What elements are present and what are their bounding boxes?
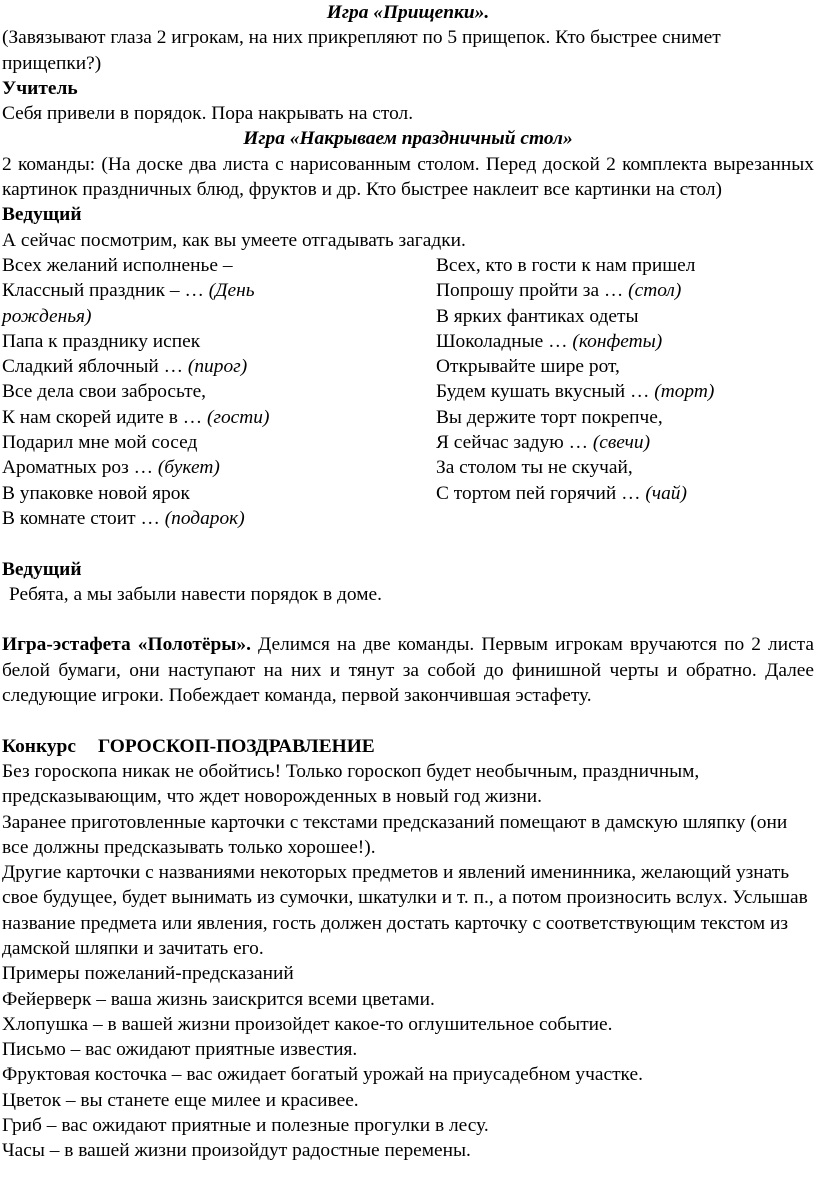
game2-title: Игра «Накрываем праздничный стол» [243, 128, 573, 150]
riddle-line: рожденья) [2, 305, 92, 327]
relay-paragraph [2, 632, 814, 708]
riddle-line: Шоколадные … (конфеты) [436, 330, 663, 352]
prediction-line: Фруктовая косточка – вас ожидает богатый урожай на приусадебном участке. [2, 1064, 643, 1086]
contest-paragraph: Заранее приготовленные карточки с текстами предсказаний помещают в дамскую шляпку (они все должны предсказывать только хорошее!). [2, 811, 788, 858]
teacher-line: Себя привели в порядок. Пора накрывать на стол. [2, 103, 414, 125]
riddle-line: В упаковке новой ярок [2, 482, 190, 504]
riddle-line: Классный праздник – … (День [2, 280, 255, 302]
riddle-line: В ярких фантиках одеты [436, 305, 639, 327]
riddle-line: В комнате стоит … (подарок) [2, 507, 245, 529]
riddle-line: Открывайте шире рот, [436, 356, 620, 378]
prediction-line: Фейерверк – ваша жизнь заискрится всеми цветами. [2, 988, 435, 1010]
riddle-line: Попрошу пройти за … (стол) [436, 280, 682, 302]
prediction-line: Гриб – вас ожидают приятные и полезные прогулки в лесу. [2, 1115, 489, 1137]
riddle-line: Всех, кто в гости к нам пришел [436, 254, 696, 276]
riddles-columns [2, 253, 814, 531]
host2-line: Ребята, а мы забыли навести порядок в доме. [9, 583, 382, 605]
relay-description: Делимся на две команды. Первым игрокам вручаются по 2 листа белой бумаги, они наступают на них и тянут за собой до финишной черты и обратно. Далее следующие игроки. Побеждает команда, первой закончившая эстафету. [2, 634, 814, 707]
spacer [2, 708, 814, 733]
riddle-line: Вы держите торт покрепче, [436, 406, 663, 428]
contest-paragraph: Примеры пожеланий-предсказаний [2, 963, 294, 985]
relay-title: Игра-эстафета «Полотёры». [2, 634, 251, 656]
host2-label: Ведущий [2, 558, 82, 580]
riddle-line: Будем кушать вкусный … (торт) [436, 381, 715, 403]
prediction-line: Хлопушка – в вашей жизни произойдет какое-то оглушительное событие. [2, 1013, 613, 1035]
riddle-line: Я сейчас задую … (свечи) [436, 432, 651, 454]
host1-line: А сейчас посмотрим, как вы умеете отгадывать загадки. [2, 229, 466, 251]
prediction-line: Цветок – вы станете еще милее и красивее. [2, 1089, 359, 1111]
teacher-label: Учитель [2, 77, 78, 99]
riddle-line: Ароматных роз … (букет) [2, 457, 220, 479]
game1-title: Игра «Прищепки». [326, 2, 490, 23]
prediction-line: Часы – в вашей жизни произойдут радостные перемены. [2, 1140, 471, 1162]
game1-description: (Завязывают глаза 2 игрокам, на них прикрепляют по 5 прищепок. Кто быстрее снимет прищепки?) [2, 27, 721, 74]
contest-paragraph: Другие карточки с названиями некоторых предметов и явлений именинника, желающий узнать свое будущее, будет вынимать из сумочки, шкатулки и т. п., а потом произносить вслух. Услышав название предмета или явления, гость должен достать карточку с соответствующим текстом из дамской шляпки и зачитать его. [2, 862, 808, 959]
riddle-line: Подарил мне мой сосед [2, 432, 198, 454]
prediction-line: Письмо – вас ожидают приятные известия. [2, 1039, 358, 1061]
contest-label: Конкурс [2, 735, 76, 757]
riddle-line: К нам скорей идите в … (гости) [2, 406, 270, 428]
riddles-left-column [2, 253, 436, 531]
riddle-line: Сладкий яблочный … (пирог) [2, 356, 248, 378]
spacer [2, 531, 814, 556]
riddles-right-column [436, 253, 814, 531]
riddle-line: Папа к празднику испек [2, 330, 201, 352]
riddle-line: Всех желаний исполненье – [2, 254, 233, 276]
riddle-line: Все дела свои забросьте, [2, 381, 207, 403]
contest-paragraph: Без гороскопа никак не обойтись! Только гороскоп будет необычным, праздничным, предсказывающим, что ждет новорожденных в новый год жизни. [2, 760, 700, 808]
riddle-line: За столом ты не скучай, [436, 457, 633, 479]
host1-label: Ведущий [2, 204, 82, 226]
contest-heading [2, 734, 814, 759]
contest-title: ГОРОСКОП-ПОЗДРАВЛЕНИЕ [97, 735, 375, 757]
game2-description: 2 команды: (На доске два листа с нарисованным столом. Перед доской 2 комплекта вырезанных картинок праздничных блюд, фруктов и др. Кто быстрее наклеит все картинки на стол) [2, 153, 814, 201]
riddle-line: С тортом пей горячий … (чай) [436, 482, 687, 504]
spacer [2, 607, 814, 632]
